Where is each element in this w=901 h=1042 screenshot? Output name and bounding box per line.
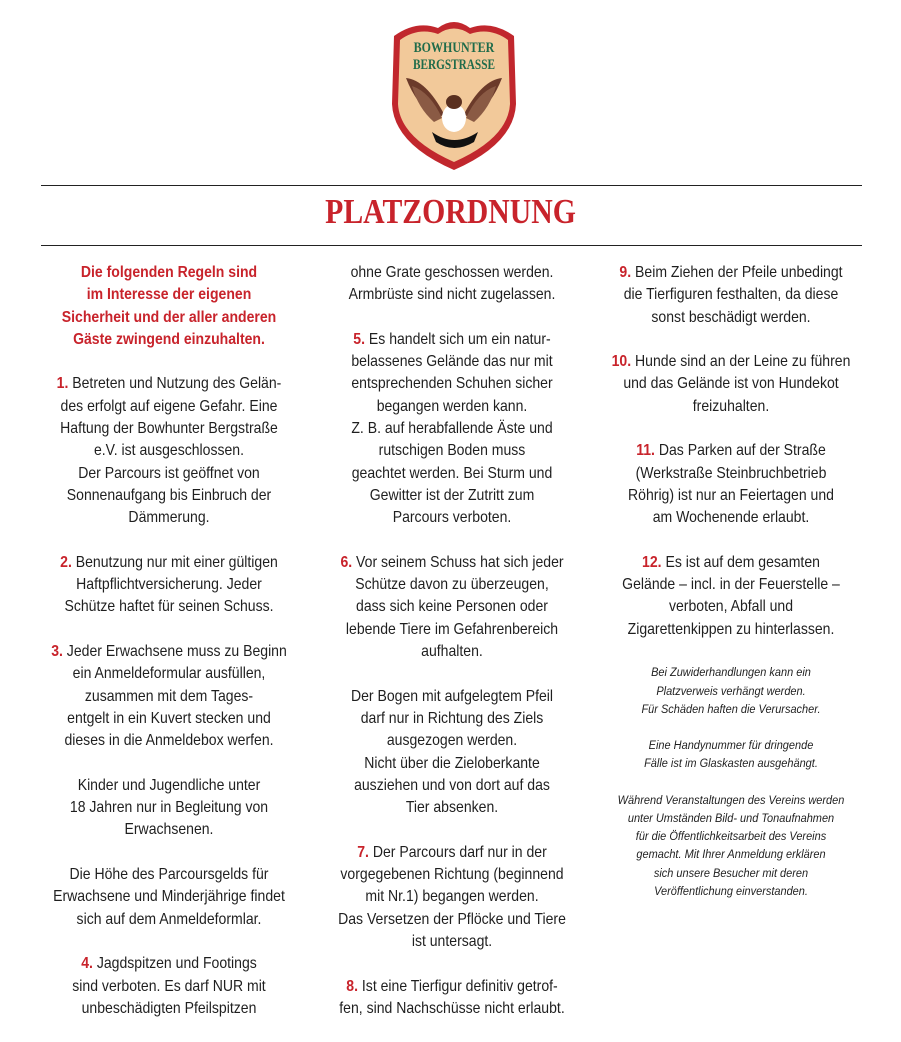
bow-text: Der Bogen mit aufgelegtem Pfeil darf nur in Richtung des Ziels ausgezogen werden. Nicht über die Zieloberkante ausziehen und von dort auf das Tier absenken. bbox=[350, 687, 554, 817]
rule-11: 11. Das Parken auf der Straße (Werkstraße Steinbruchbetrieb Röhrig) ist nur an Feiertagen und am Wochenende erlaubt. bbox=[628, 442, 834, 527]
rule-1: 1. Betreten und Nutzung des Gelän- des erfolgt auf eigene Gefahr. Eine Haftung der Bowhunter Bergstraße e.V. ist ausgeschlossen. Der Parcours ist geöffnet von Sonnenaufgang bis Einbruch der Dämmerung. bbox=[56, 375, 282, 527]
rule-10: 10. Hunde sind an der Leine zu führen und das Gelände ist von Hundekot freizuhalten. bbox=[611, 353, 851, 415]
rule-12: 12. Es ist auf dem gesamten Gelände – incl. in der Feuerstelle – verboten, Abfall und Zigarettenkippen zu hinterlassen. bbox=[622, 553, 840, 638]
eagle-crest-icon bbox=[386, 14, 522, 174]
rule-3: 3. Jeder Erwachsene muss zu Beginn ein Anmeldeformular ausfüllen, zusammen mit dem Tages- entgelt in ein Kuvert stecken und dieses in die Anmeldebox werfen. bbox=[51, 643, 287, 750]
column-2 bbox=[326, 262, 578, 1042]
column-1 bbox=[43, 262, 295, 1042]
column-3 bbox=[605, 262, 857, 918]
logo-line1: BOWHUNTER bbox=[413, 40, 495, 56]
rule-6: 6. Vor seinem Schuss hat sich jeder Schütze davon zu überzeugen, dass sich keine Personen oder lebende Tiere im Gefahrenbereich aufhalten. bbox=[340, 553, 564, 661]
rule-8: 8. Ist eine Tierfigur definitiv getrof- fen, sind Nachschüsse nicht erlaubt. bbox=[339, 977, 565, 1017]
rule-7: 7. Der Parcours darf nur in der vorgegebenen Richtung (beginnend mit Nr.1) begangen werden. Das Versetzen der Pflöcke und Tiere ist untersagt. bbox=[338, 843, 566, 950]
rule-9: 9. Beim Ziehen der Pfeile unbedingt die Tierfiguren festhalten, da diese sonst beschädigt werden. bbox=[619, 264, 843, 326]
club-logo bbox=[386, 14, 522, 174]
intro-text: Die folgenden Regeln sind im Interesse der eigenen Sicherheit und der aller anderen Gäste zwingend einzuhalten. bbox=[61, 264, 277, 348]
note-media-consent: Während Veranstaltungen des Vereins werden unter Umständen Bild- und Tonaufnahmen für die Öffentlichkeitsarbeit des Vereins gemacht. Mit Ihrer Anmeldung erklären sich unsere Besucher mit deren Veröffentlichung einverstanden. bbox=[617, 792, 845, 898]
fee-text: Die Höhe des Parcoursgelds für Erwachsene und Minderjährige findet sich auf dem Anmeldeformlar. bbox=[53, 866, 285, 928]
bottom-divider bbox=[41, 245, 862, 246]
notes-section bbox=[605, 663, 857, 900]
rule-5: 5. Es handelt sich um ein natur- belassenes Gelände das nur mit entsprechenden Schuhen sicher begangen werden kann. Z. B. auf herabfallende Äste und rutschigen Boden muss geachtet werden. Bei Sturm und Gewitter ist der Zutritt zum Parcours verboten. bbox=[351, 330, 553, 527]
logo-line2: BERGSTRASSE bbox=[413, 57, 495, 73]
rule-4-continued: ohne Grate geschossen werden. Armbrüste sind nicht zugelassen. bbox=[348, 264, 556, 304]
note-violations: Bei Zuwiderhandlungen kann ein Platzverweis verhängt werden. Für Schäden haften die Verursacher. bbox=[641, 665, 821, 716]
minors-text: Kinder und Jugendliche unter 18 Jahren nur in Begleitung von Erwachsenen. bbox=[69, 776, 269, 839]
note-phone: Eine Handynummer für dringende Fälle ist im Glaskasten ausgehängt. bbox=[644, 738, 818, 771]
page-title: PLATZORDNUNG bbox=[325, 192, 576, 231]
rule-2: 2. Benutzung nur mit einer gültigen Haftpflichtversicherung. Jeder Schütze haftet für seinen Schuss. bbox=[60, 553, 278, 616]
top-divider bbox=[41, 185, 862, 186]
rule-4: 4. Jagdspitzen und Footings sind verboten. Es darf NUR mit unbeschädigten Pfeilspitzen bbox=[72, 955, 266, 1017]
